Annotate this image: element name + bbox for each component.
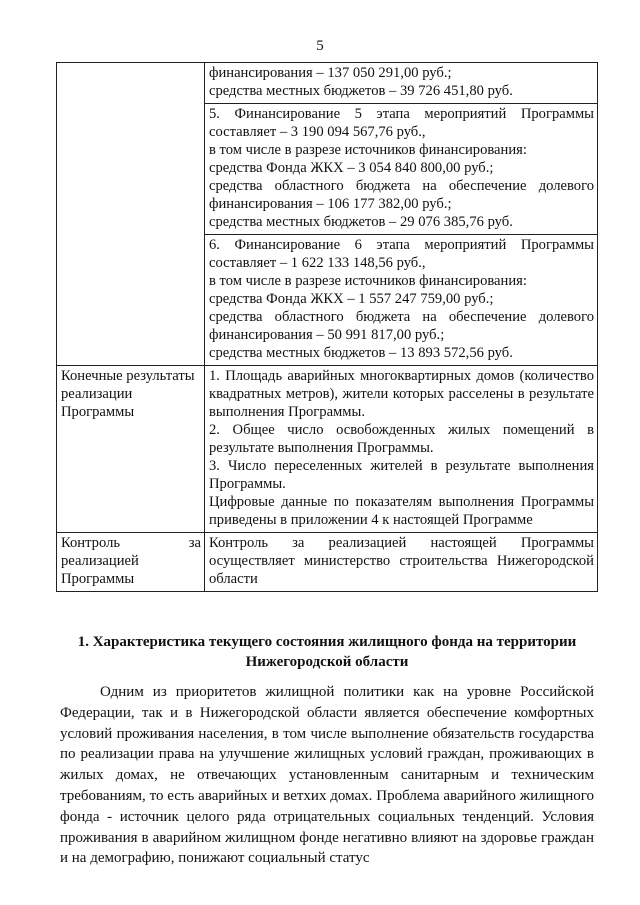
text-line: средства областного бюджета на обеспечение долевого финансирования – 50 991 817,00 руб.; [209,309,594,343]
text-line: средства местных бюджетов – 13 893 572,56 руб. [209,345,513,361]
financing-stage-4-tail [205,63,598,104]
text-line: средства Фонда ЖКХ – 1 557 247 759,00 руб.; [209,291,494,307]
text-line: 1. Площадь аварийных многоквартирных домов (количество квадратных метров), жители которых расселены в результате выполнения Программы. [209,368,594,420]
label-first-line [61,534,201,552]
text-line: 2. Общее число освобожденных жилых помещений в результате выполнения Программы. [209,422,594,456]
financing-stage-5 [205,104,598,235]
text-line: 6. Финансирование 6 этапа мероприятий Программы составляет – 1 622 133 148,56 руб., [209,237,594,271]
text-line: финансирования – 137 050 291,00 руб.; [209,65,452,81]
text-word: за [188,535,201,551]
table-row [57,63,598,104]
control-label [57,533,205,592]
text-line: Цифровые данные по показателям выполнения Программы приведены в приложении 4 к настоящей Программе [209,494,594,528]
text-line: в том числе в разрезе источников финансирования: [209,142,527,158]
results-label: Конечные результаты реализации Программы [57,366,205,533]
text-word: Контроль [61,535,121,551]
control-text: Контроль за реализацией настоящей Программы осуществляет министерство строительства Нижегородской области [205,533,598,592]
body-paragraph: Одним из приоритетов жилищной политики как на уровне Российской Федерации, так и в Нижегородской области является обеспечение комфортных условий проживания населения, в том числе выполнение обязательств государства по реализации права на улучшение жилищных условий граждан, проживающих в жилых домах, не отвечающих установленным санитарным и техническим требованиям, то есть аварийных и ветхих домах. Проблема аварийного жилищного фонда - источник целого ряда отрицательных социальных тенденций. Условия проживания в аварийном жилищном фонде негативно влияют на здоровье граждан и на демографию, понижают социальный статус [60,684,594,867]
text-line: средства Фонда ЖКХ – 3 054 840 800,00 руб.; [209,160,494,176]
text-line: средства областного бюджета на обеспечение долевого финансирования – 106 177 382,00 руб.; [209,178,594,212]
text-line: реализацией Программы [61,553,139,587]
table-row [57,533,598,592]
text-line: 3. Число переселенных жителей в результате выполнения Программы. [209,458,594,492]
label-cell-empty [57,63,205,366]
text-line: 5. Финансирование 5 этапа мероприятий Программы составляет – 3 190 094 567,76 руб., [209,106,594,140]
financing-stage-6 [205,235,598,366]
page-number: 5 [316,38,324,54]
text-line: средства местных бюджетов – 39 726 451,80 руб. [209,83,513,99]
text-line: средства местных бюджетов – 29 076 385,76 руб. [209,214,513,230]
table-row [57,366,598,533]
section-title: 1. Характеристика текущего состояния жилищного фонда на территории Нижегородской области [77,634,577,670]
text-line: в том числе в разрезе источников финансирования: [209,273,527,289]
program-passport-table [56,62,598,592]
results-text [205,366,598,533]
